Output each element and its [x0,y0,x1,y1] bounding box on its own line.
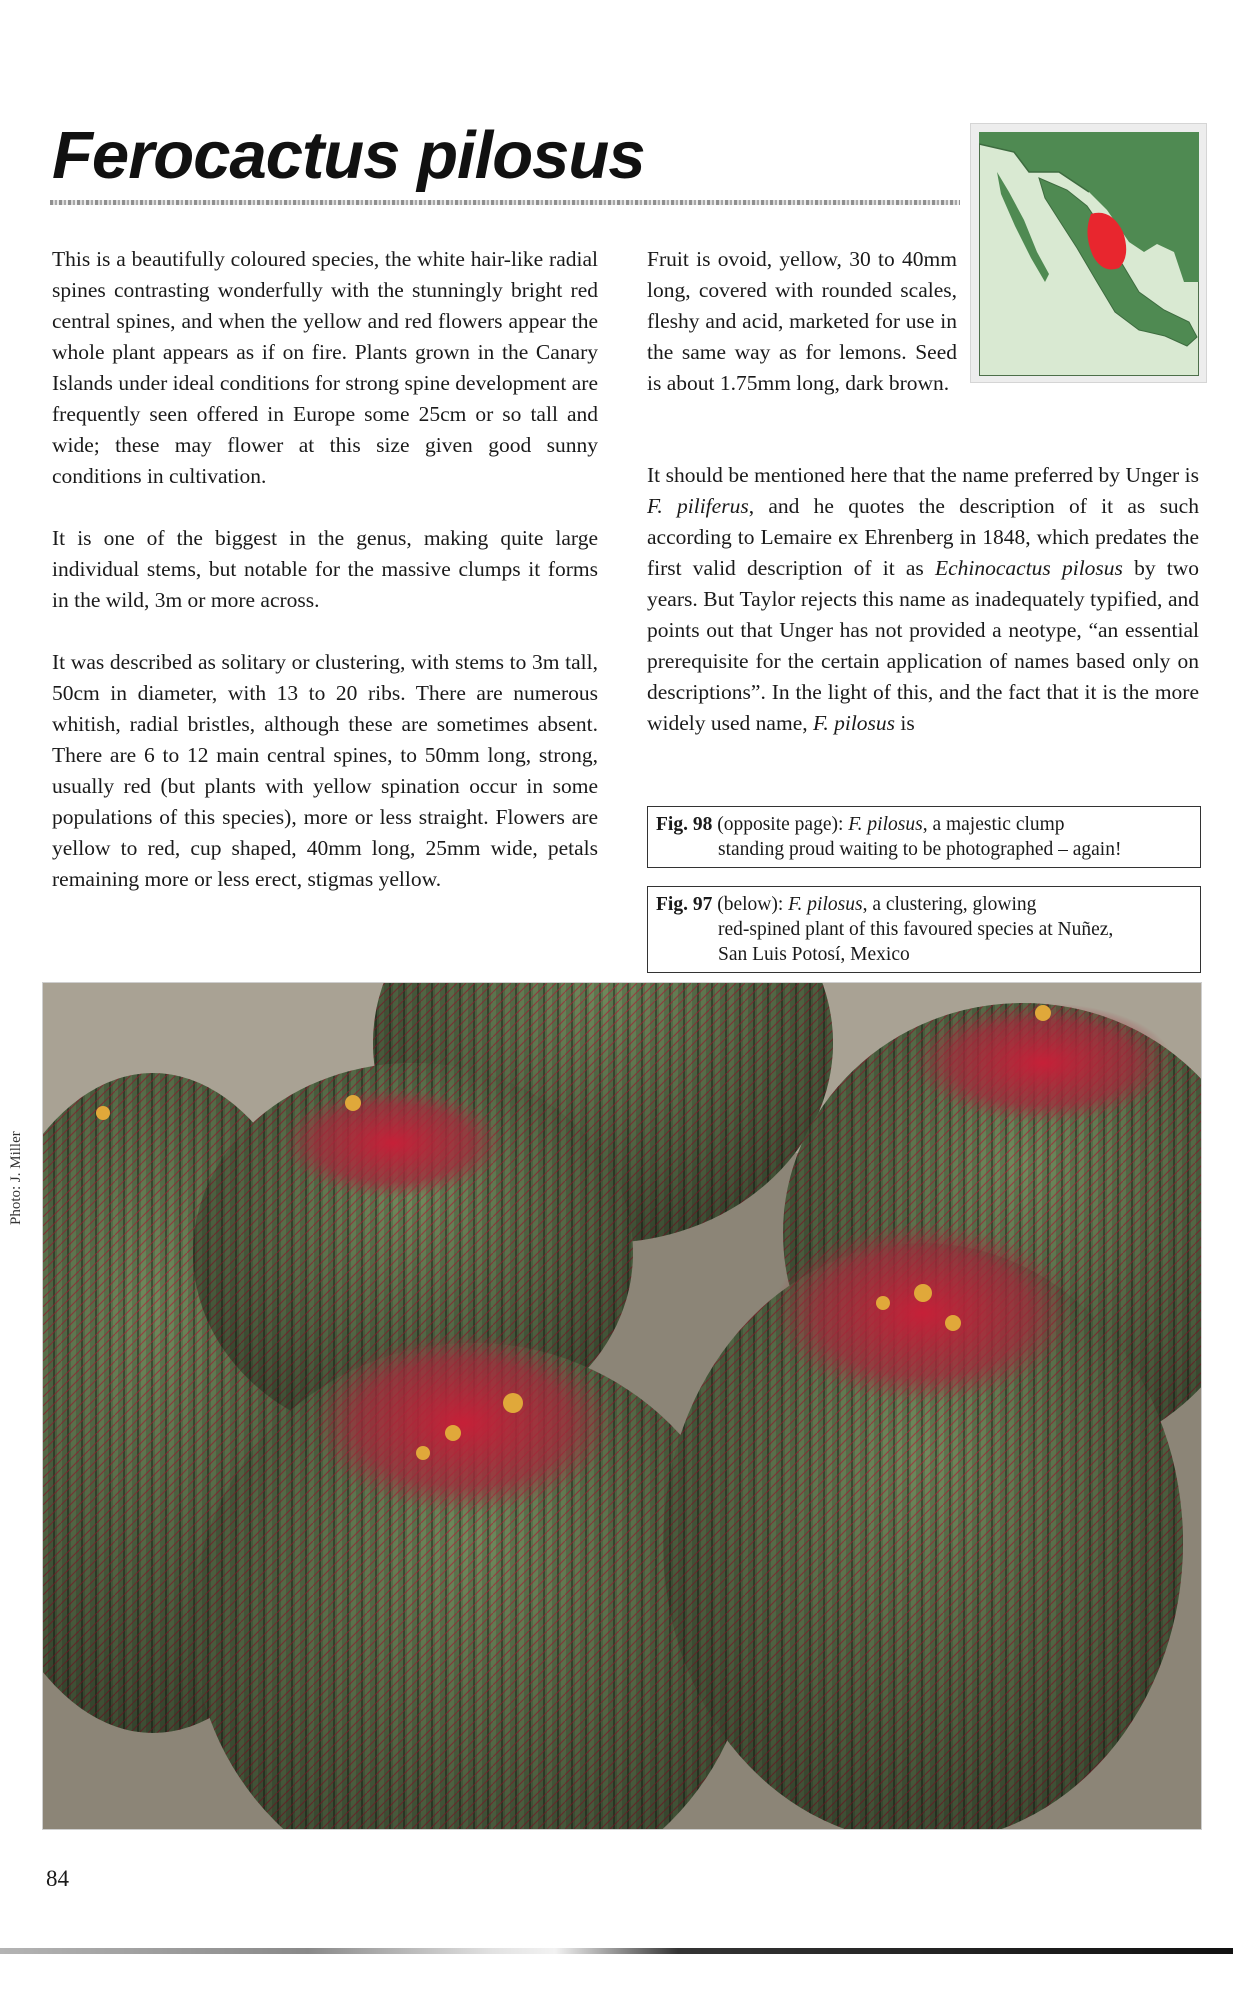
page-title: Ferocactus pilosus [52,118,645,193]
paragraph: This is a beautifully coloured species, the white hair-like radial spines contrasting wonderfully with the stunningly bright red central spines, and when the yellow and red flowers appear the whole plant appears as if on fire. Plants grown in the Canary Islands under ideal conditions for strong spine development are frequently seen offered in Europe some 25cm or so tall and wide; these may flower at this size given good sunny conditions in cultivation. [52,247,598,488]
paragraph-nomenclature: It should be mentioned here that the name preferred by Unger is F. piliferus, and he quotes the description of it as such according to Lemaire ex Ehrenberg in 1848, which predates the first valid description of it as Echinocactus pilosus by two years. But Taylor rejects this name as inadequately typified, and points out that Unger has not provided a neotype, “an essential prerequisite for the certain application of names based only on descriptions”. In the light of this, and the fact that it is the more widely used name, F. pilosus is [647,463,1200,735]
title-underline-rule [50,200,960,205]
species-name: Echinocactus pilosus [934,556,1123,580]
photo-credit: Photo: J. Miller [8,1131,24,1225]
caption-label: Fig. 97 [656,894,713,915]
figure-caption-97: Fig. 97 (below): F. pilosus, a clustering, glowing red-spined plant of this favoured species at Nuñez, San Luis Potosí, Mexico [647,886,1201,973]
footer-rule [0,1948,1233,1954]
right-text-column-top [647,244,957,399]
cactus-photo [42,982,1202,1830]
page-number: 84 [46,1866,69,1891]
caption-label: Fig. 98 [656,814,713,835]
paragraph: It was described as solitary or clustering, with stems to 3m tall, 50cm in diameter, with 13 to 20 ribs. There are numerous whitish, radial bristles, although these are sometimes absent. There are 6 to 12 main central spines, to 50mm long, strong, usually red (but plants with yellow spination occur in some populations of this species), more or less straight. Flowers are yellow to red, cup shaped, 40mm long, 25mm wide, petals remaining more or less erect, stigmas yellow. [52,650,598,891]
cactus-photo-graphic [43,983,1202,1830]
figure-caption-98: Fig. 98 (opposite page): F. pilosus, a majestic clump standing proud waiting to be photographed – again! [647,806,1201,868]
distribution-map [970,123,1207,383]
left-text-column [52,244,598,895]
right-text-column [647,460,1199,739]
mexico-map-graphic [979,132,1199,376]
species-name: F. pilosus [813,711,896,735]
paragraph-fruit: Fruit is ovoid, yellow, 30 to 40mm long, covered with rounded scales, fleshy and acid, marketed for use in the same way as for lemons. Seed is about 1.75mm long, dark brown. [647,247,957,395]
species-name: F. piliferus [647,494,749,518]
paragraph: It is one of the biggest in the genus, making quite large individual stems, but notable for the massive clumps it forms in the wild, 3m or more across. [52,526,598,612]
